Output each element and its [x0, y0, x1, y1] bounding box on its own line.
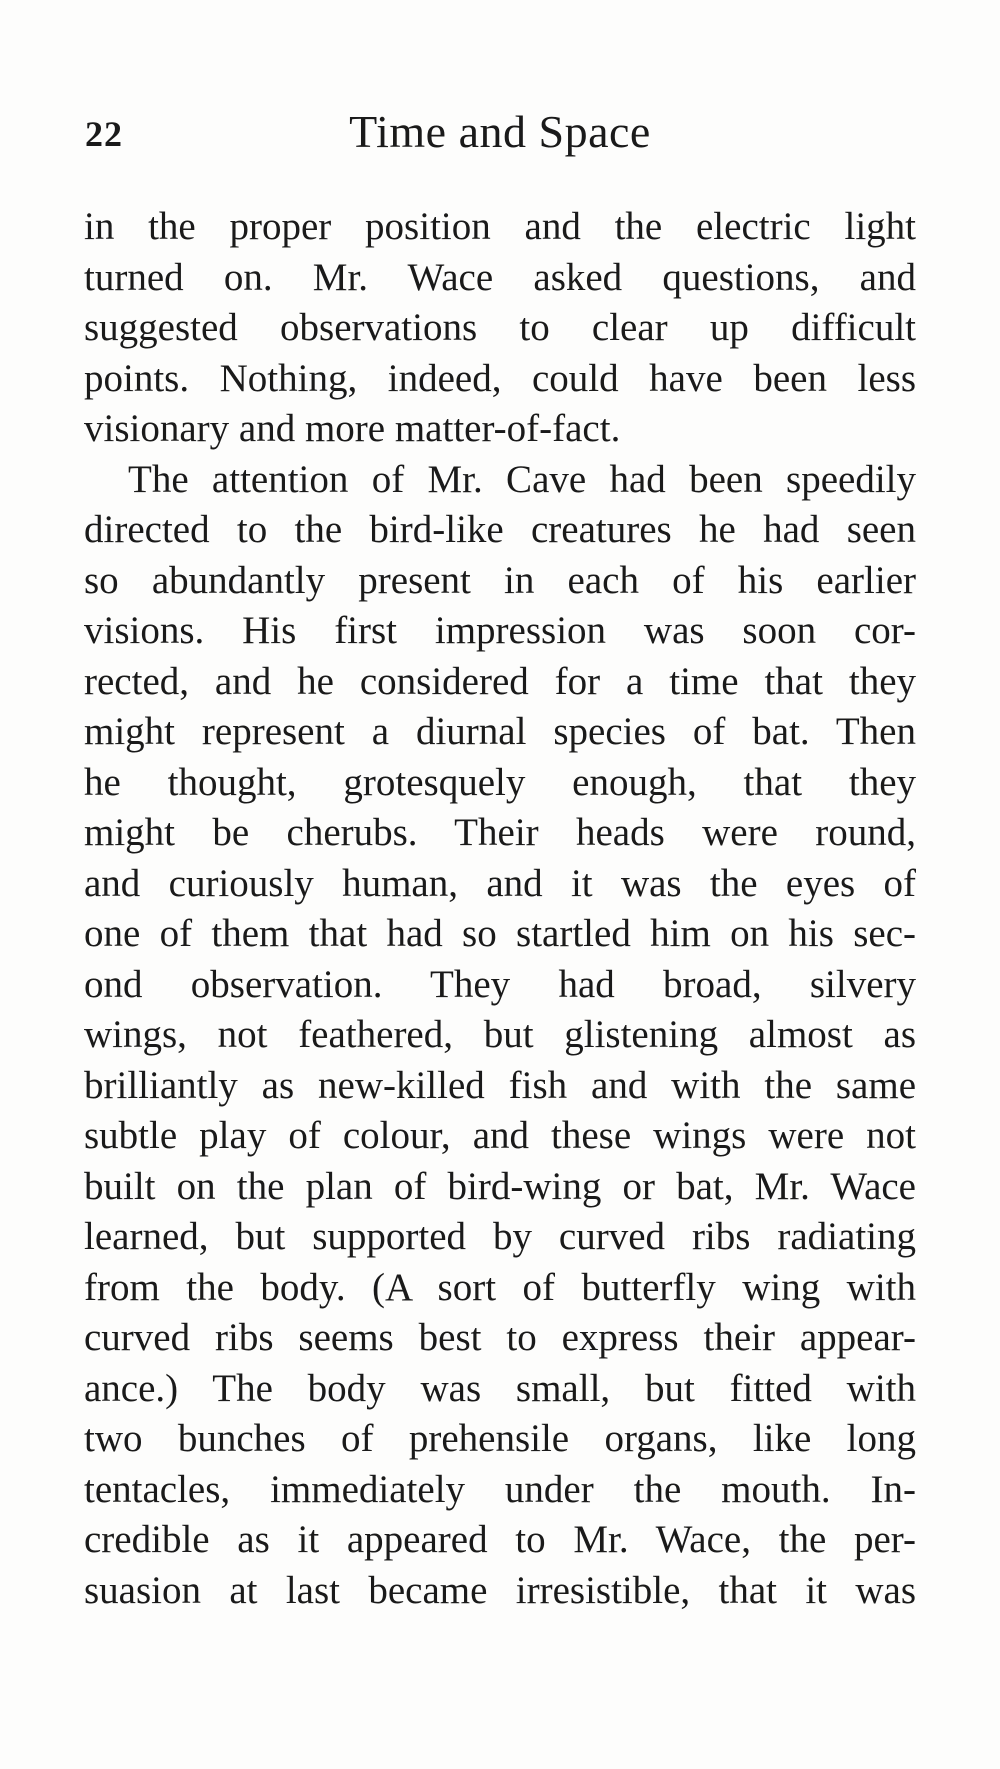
- text-line: learned, but supported by curved ribs radiating: [84, 1215, 916, 1258]
- text-line: ond observation. They had broad, silvery: [84, 962, 916, 1006]
- text-line: ance.) The body was small, but fitted with: [84, 1366, 916, 1410]
- text-line: suggested observations to clear up difficult: [84, 306, 916, 349]
- text-line: The attention of Mr. Cave had been speedily: [128, 457, 916, 501]
- text-line: visions. His first impression was soon cor-: [84, 609, 916, 652]
- text-line: turned on. Mr. Wace asked questions, and: [84, 255, 916, 299]
- text-line: might represent a diurnal species of bat. Then: [84, 710, 916, 753]
- text-line: so abundantly present in each of his earlier: [84, 558, 916, 602]
- text-line: points. Nothing, indeed, could have been less: [84, 356, 916, 400]
- text-line: might be cherubs. Their heads were round,: [84, 811, 916, 854]
- running-title: Time and Space: [349, 106, 651, 157]
- text-line: tentacles, immediately under the mouth. In-: [84, 1467, 916, 1511]
- text-line: brilliantly as new-killed fish and with the same: [84, 1063, 916, 1107]
- page-number: 22: [85, 114, 123, 154]
- text-line: suasion at last became irresistible, that it was: [84, 1568, 916, 1612]
- text-line: subtle play of colour, and these wings were not: [84, 1114, 916, 1157]
- text-line: and curiously human, and it was the eyes of: [84, 861, 916, 905]
- text-line: two bunches of prehensile organs, like long: [84, 1417, 916, 1460]
- text-line: built on the plan of bird-wing or bat, Mr. Wace: [84, 1164, 916, 1208]
- text-line: from the body. (A sort of butterfly wing with: [84, 1265, 916, 1309]
- text-line: wings, not feathered, but glistening almost as: [84, 1013, 916, 1056]
- text-line: he thought, grotesquely enough, that they: [84, 760, 916, 804]
- running-head: [85, 105, 915, 165]
- text-line: visionary and more matter-of-fact.: [84, 407, 621, 450]
- paragraph-1: [84, 202, 916, 455]
- text-line: in the proper position and the electric light: [84, 205, 916, 248]
- text-line: one of them that had so startled him on his sec-: [84, 912, 916, 955]
- text-line: credible as it appeared to Mr. Wace, the per-: [84, 1518, 916, 1561]
- text-line: directed to the bird-like creatures he had seen: [84, 508, 916, 551]
- text-line: curved ribs seems best to express their appear-: [84, 1316, 916, 1359]
- body-text: [84, 202, 916, 1616]
- text-line: rected, and he considered for a time that they: [84, 659, 916, 703]
- paragraph-2: [84, 455, 916, 1617]
